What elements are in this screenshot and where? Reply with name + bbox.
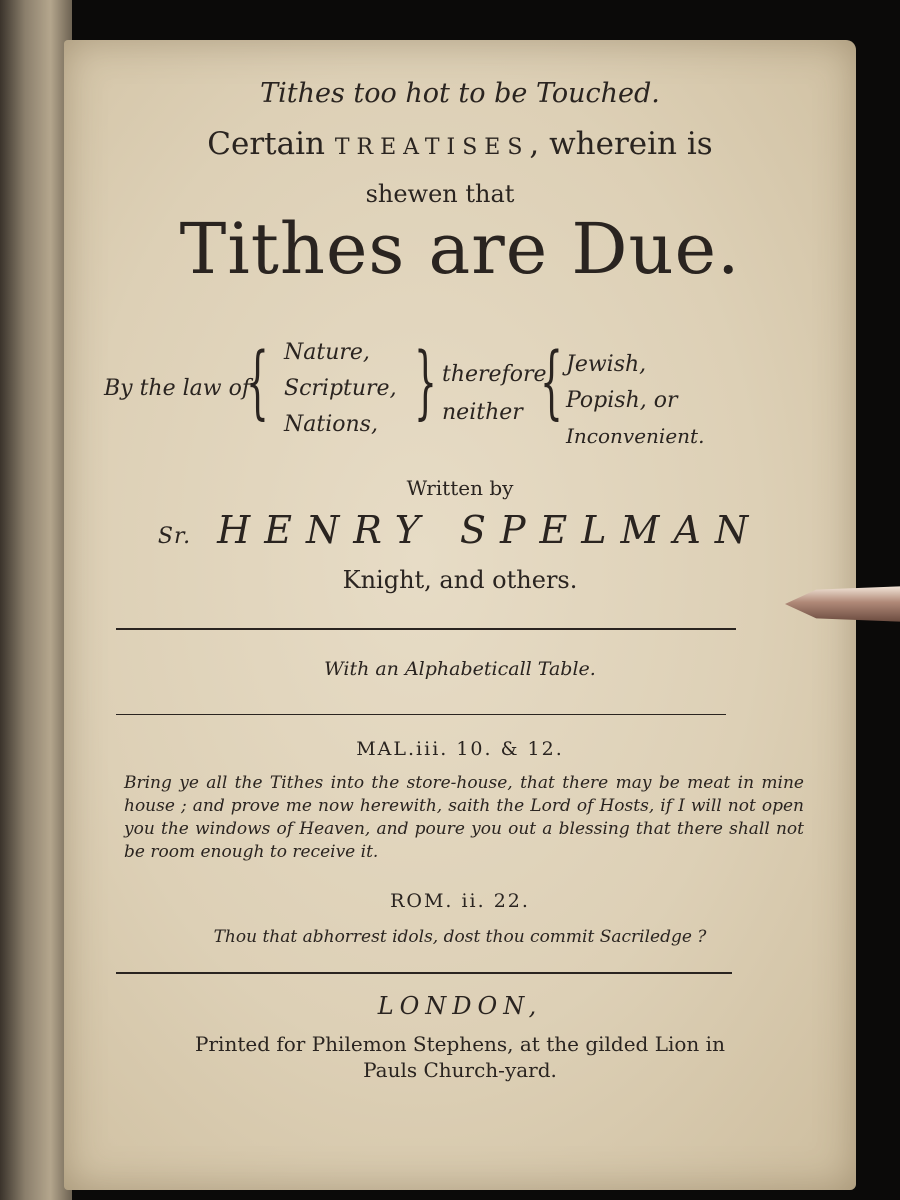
title-page	[64, 40, 856, 1190]
romans-reference: ROM. ii. 22.	[390, 890, 530, 912]
law-inconvenient: Inconvenient.	[566, 424, 705, 448]
law-nations: Nations,	[284, 412, 378, 437]
written-by: Written by	[406, 476, 514, 500]
divider-3	[116, 972, 732, 974]
title-line-2-start: Certain	[207, 126, 335, 162]
title-line-2	[64, 126, 856, 162]
main-title: Tithes are Due.	[179, 208, 741, 290]
divider-2	[116, 714, 726, 715]
malachi-reference: MAL.iii. 10. & 12.	[356, 738, 564, 760]
author-name	[64, 508, 856, 552]
divider-1	[116, 628, 736, 630]
law-lead: By the law of	[104, 376, 250, 401]
law-neither: neither	[442, 400, 523, 425]
left-brace-1: {	[246, 335, 269, 428]
law-jewish: Jewish,	[566, 352, 647, 377]
title-line-3: shewen that	[365, 180, 515, 208]
title-line-2-caps: TREATISES	[334, 135, 530, 160]
law-scripture: Scripture,	[284, 376, 397, 401]
author-full-name: HENRY SPELMAN	[217, 508, 763, 552]
title-line-1: Tithes too hot to be Touched.	[260, 78, 660, 109]
author-prefix: Sr.	[157, 524, 192, 549]
left-brace-2: {	[540, 335, 563, 428]
romans-verse: Thou that abhorrest idols, dost thou commit Sacriledge ?	[213, 927, 707, 947]
alphabetical-table-note: With an Alphabeticall Table.	[324, 658, 596, 680]
malachi-verse: Bring ye all the Tithes into the store-house, that there may be meat in mine house ; and prove me now herewith, saith the Lord of Hosts, if I will not open you the windows of Heaven, and poure you out a blessing that there shall not be room enough to receive it.	[124, 773, 804, 862]
law-therefore: therefore	[442, 362, 547, 387]
title-line-2-end: , wherein is	[529, 126, 713, 162]
right-brace-1: }	[414, 335, 437, 428]
author-title: Knight, and others.	[342, 566, 578, 594]
law-nature: Nature,	[284, 340, 370, 365]
imprint-line-2: Pauls Church-yard.	[363, 1058, 557, 1082]
imprint-city: LONDON,	[377, 992, 543, 1020]
imprint-line-1: Printed for Philemon Stephens, at the gilded Lion in	[195, 1032, 725, 1056]
law-block	[104, 335, 824, 470]
law-popish: Popish, or	[566, 388, 678, 413]
